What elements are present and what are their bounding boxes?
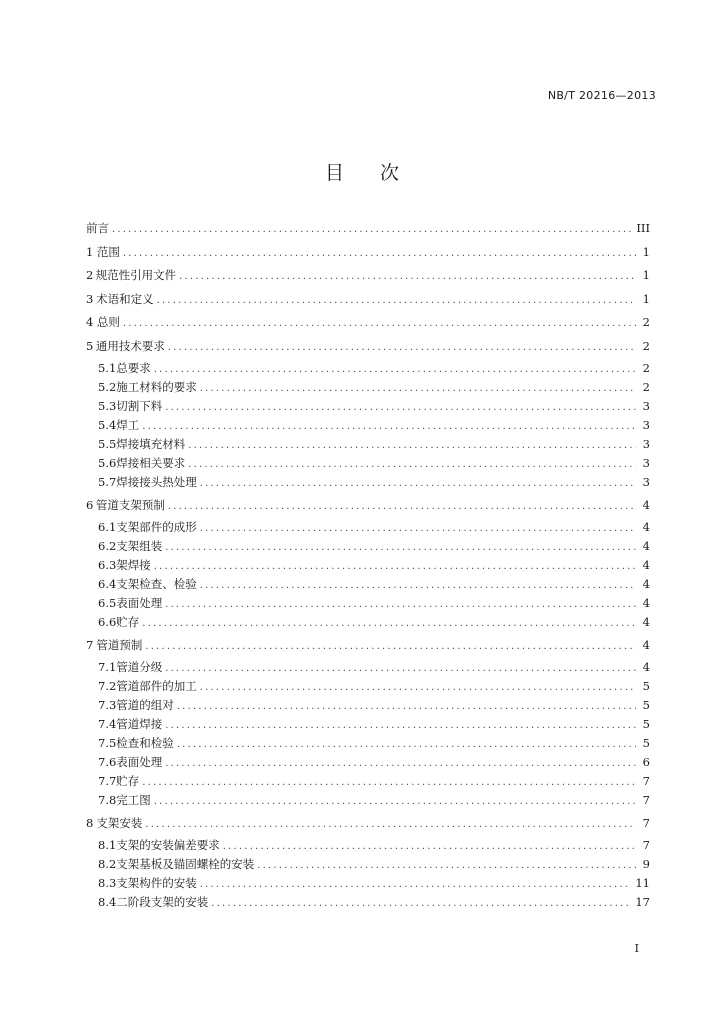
toc-leader-dots [200,523,636,534]
toc-entry-number: 7.7 [98,774,117,788]
toc-entry-number: 3 [86,291,94,306]
toc-entry-page: 4 [642,577,650,591]
toc-entry-page: 2 [642,315,650,329]
toc-entry-label: 支架安装 [96,815,143,830]
toc-entry-page: 7 [642,774,650,788]
toc-entry-label: 前言 [86,221,109,235]
toc-entry-page: 4 [642,558,650,572]
toc-entry-page: 3 [642,437,650,451]
toc-entry-page: 1 [642,291,650,306]
toc-entry-label: 二阶段支架的安装 [116,895,209,909]
toc-leader-dots [165,663,636,674]
toc-entry-label: 通用技术要求 [95,338,165,353]
toc-entry-label: 术语和定义 [96,291,154,306]
toc-leader-dots [177,739,636,750]
toc-entry-number: 6.2 [98,539,117,553]
toc-entry[interactable] [86,338,650,354]
toc-entry-label: 焊工 [116,418,140,432]
toc-entry-label: 贮存 [116,615,140,629]
toc-leader-dots [142,618,636,629]
toc-entry-page: 2 [642,361,650,375]
toc-entry-page: 7 [642,815,650,830]
toc-entry-number: 7 [86,637,94,652]
toc-entry-number: 8.3 [98,876,117,890]
toc-entry-label: 管道部件的加工 [116,679,197,693]
toc-entry[interactable] [98,614,650,630]
toc-entry-number: 6.3 [98,558,117,572]
toc-entry[interactable] [98,455,650,471]
toc-entry-label: 支架构件的安装 [116,876,197,890]
toc-entry-number: 5.7 [98,475,117,489]
toc-entry-page: 1 [642,268,650,282]
toc-entry[interactable] [86,497,650,513]
toc-leader-dots [165,599,636,610]
toc-entry-number: 8.4 [98,895,117,909]
toc-entry-number: 7.3 [98,698,117,712]
toc-entry-page: 5 [642,736,650,750]
toc-entry-number: 6.4 [98,577,117,591]
toc-entry[interactable] [98,773,650,789]
toc-entry-label: 贮存 [116,774,140,788]
toc-entry-number: 8 [86,815,94,830]
toc-leader-dots [200,682,636,693]
toc-entry-page: 2 [642,380,650,394]
toc-entry[interactable] [98,519,650,535]
toc-entry-page: 11 [635,876,650,890]
toc-entry[interactable] [98,360,650,376]
toc-entry-number: 5.6 [98,456,117,470]
toc-leader-dots [200,478,636,489]
toc-entry-label: 支架部件的成形 [116,520,197,534]
toc-leader-dots [157,295,636,306]
toc-leader-dots [112,224,632,235]
toc-entry-page: 5 [642,717,650,731]
toc-entry-number: 6.6 [98,615,117,629]
toc-entry[interactable] [98,659,650,675]
toc-leader-dots [165,758,636,769]
toc-entry-page: 6 [642,755,650,769]
toc-entry-page: 4 [642,637,650,652]
toc-entry[interactable] [98,894,650,910]
page-title [0,158,724,185]
toc-leader-dots [177,701,636,712]
toc-entry-label: 表面处理 [116,755,163,769]
toc-entry-number: 7.2 [98,679,117,693]
toc-entry-number: 5 [86,338,94,353]
toc-leader-dots [154,364,636,375]
toc-entry-number: 7.1 [98,660,117,674]
toc-entry-page: 3 [642,475,650,489]
toc-entry-page: 5 [642,679,650,693]
toc-leader-dots [168,342,636,353]
toc-leader-dots [145,819,636,830]
toc-entry-label: 管道焊接 [116,717,163,731]
toc-entry-page: III [636,221,650,235]
toc-entry-number: 6 [86,497,94,512]
toc-entry-number: 5.4 [98,418,117,432]
toc-entry-page: 4 [642,596,650,610]
toc-entry-page: 5 [642,698,650,712]
toc-entry-label: 支架基板及锚固螺栓的安装 [116,857,255,871]
toc-entry-page: 3 [642,399,650,413]
toc-entry[interactable] [98,678,650,694]
toc-entry-label: 焊接相关要求 [116,456,186,470]
toc-entry-label: 检查和检验 [116,736,174,750]
toc-entry-number: 1 [86,244,94,259]
title-char-1: 目 [324,162,344,184]
toc-leader-dots [179,271,636,282]
toc-entry-label: 架焊接 [116,558,151,572]
toc-entry-number: 8.1 [98,838,117,852]
toc-entry-page: 4 [642,520,650,534]
toc-entry[interactable] [98,379,650,395]
toc-entry-number: 4 [86,315,94,329]
toc-entry-number: 2 [86,268,94,282]
toc-entry-number: 5.1 [98,361,117,375]
toc-entry-label: 表面处理 [116,596,163,610]
toc-leader-dots [142,777,636,788]
toc-entry-label: 管道支架预制 [95,497,165,512]
toc-leader-dots [200,580,636,591]
toc-entry-number: 6.5 [98,596,117,610]
toc-entry[interactable] [98,716,650,732]
toc-entry-number: 8.2 [98,857,117,871]
toc-entry-page: 7 [642,793,650,807]
toc-entry[interactable] [86,815,650,831]
standard-number: NB/T 20216—2013 [547,89,656,102]
toc-entry[interactable] [86,267,650,283]
toc-leader-dots [123,248,636,259]
toc-entry-page: 1 [642,244,650,259]
toc-leader-dots [257,860,636,871]
toc-entry[interactable] [98,417,650,433]
title-char-2: 次 [380,162,400,184]
toc-leader-dots [200,879,632,890]
toc-entry-page: 9 [642,857,650,871]
toc-leader-dots [165,402,636,413]
toc-leader-dots [200,383,636,394]
toc-leader-dots [188,440,636,451]
toc-leader-dots [168,501,636,512]
toc-entry[interactable] [98,856,650,872]
toc-entry-label: 管道的组对 [116,698,174,712]
page-number: I [634,942,639,955]
toc-entry-page: 2 [642,338,650,353]
toc-entry[interactable] [86,637,650,653]
toc-entry-label: 焊接填充材料 [116,437,186,451]
toc-entry-label: 施工材料的要求 [116,380,197,394]
toc-entry-label: 范围 [96,244,120,259]
toc-entry-page: 4 [642,660,650,674]
toc-entry-label: 管道分级 [116,660,163,674]
toc-leader-dots [223,841,636,852]
toc-entry[interactable] [98,697,650,713]
toc-entry-number: 6.1 [98,520,117,534]
toc-leader-dots [165,542,636,553]
toc-entry-page: 3 [642,418,650,432]
toc-entry-label: 支架组装 [116,539,163,553]
toc-entry[interactable] [98,576,650,592]
toc-entry[interactable] [98,754,650,770]
toc-entry-label: 总要求 [116,361,151,375]
toc-leader-dots [145,641,636,652]
toc-entry-label: 焊接接头热处理 [116,475,197,489]
toc-entry-number: 5.5 [98,437,117,451]
toc-entry-number: 5.3 [98,399,117,413]
toc-entry-page: 4 [642,539,650,553]
toc-entry[interactable] [98,837,650,853]
toc-entry-label: 切割下料 [116,399,163,413]
toc-entry-label: 支架检查、检验 [116,577,197,591]
toc-entry[interactable] [98,875,650,891]
toc-leader-dots [188,459,636,470]
toc-entry[interactable] [86,314,650,330]
toc-entry[interactable] [98,436,650,452]
toc-entry[interactable] [86,244,650,260]
toc-entry-number: 7.5 [98,736,117,750]
toc-entry-label: 完工图 [116,793,151,807]
toc-entry-page: 3 [642,456,650,470]
toc-leader-dots [165,720,636,731]
toc-entry-label: 支架的安装偏差要求 [116,838,220,852]
toc-entry-label: 总则 [96,315,120,329]
toc-entry[interactable] [98,398,650,414]
toc-entry-label: 管道预制 [96,637,143,652]
toc-leader-dots [142,421,636,432]
toc-entry[interactable] [98,557,650,573]
toc-entry-number: 7.8 [98,793,117,807]
toc-leader-dots [154,796,636,807]
toc-entry-number: 7.6 [98,755,117,769]
toc-entry[interactable] [98,792,650,808]
toc-entry-number: 5.2 [98,380,117,394]
toc-leader-dots [154,561,636,572]
toc-entry-page: 4 [642,615,650,629]
toc-entry-page: 7 [642,838,650,852]
toc-entry-page: 4 [642,497,650,512]
toc-leader-dots [211,898,631,909]
toc-entry-number: 7.4 [98,717,117,731]
toc-entry-page: 17 [635,895,650,909]
toc-entry[interactable] [98,595,650,611]
toc-entry[interactable] [98,474,650,490]
toc-entry[interactable] [98,538,650,554]
toc-leader-dots [123,318,636,329]
toc-entry[interactable] [86,291,650,307]
toc-entry[interactable] [86,220,650,236]
toc-entry-label: 规范性引用文件 [95,268,177,282]
toc-entry[interactable] [98,735,650,751]
